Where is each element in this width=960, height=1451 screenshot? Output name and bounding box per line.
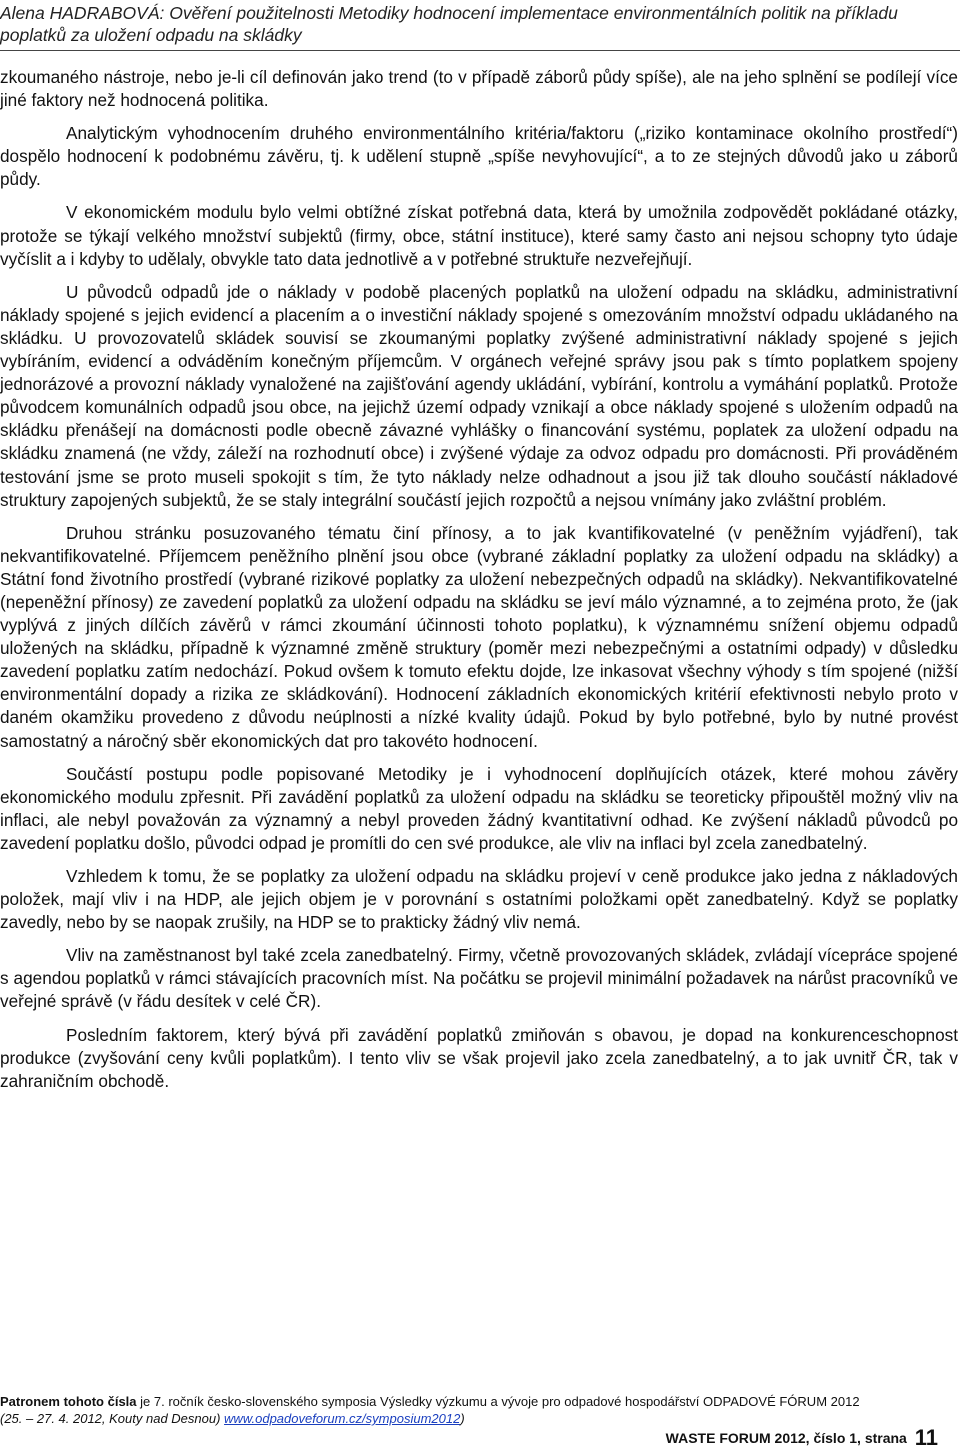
- journal-signature: [665, 1425, 938, 1450]
- footer-patron-label: Patronem tohoto čísla: [0, 1394, 137, 1409]
- article-body: [0, 66, 958, 1103]
- running-header-title: Alena HADRABOVÁ: Ověření použitelnosti Metodiky hodnocení implementace environmentálních politik na příkladu poplatků za uložení odpadu na skládky: [0, 3, 898, 45]
- paragraph-3: V ekonomickém modulu bylo velmi obtížné získat potřebná data, která by umožnila zodpovědět pokládané otázky, protože se týkají velkého množství subjektů (firmy, obce, státní instituce), které samy často ani nejsou schopny tyto údaje vyčíslit a i kdyby to udělaly, obvykle tato data jednotlivě a v potřebné struktuře nezveřejňují.: [0, 202, 958, 269]
- paragraph-2: Analytickým vyhodnocením druhého environmentálního kritéria/faktoru („riziko kontaminace okolního prostředí“) dospělo hodnocení k podobnému závěru, tj. k udělení stupně „spíše nevyhovující“, a to ze stejných důvodů jako u záborů půdy.: [0, 123, 958, 190]
- paragraph-6: Součástí postupu podle popisované Metodiky je i vyhodnocení doplňujících otázek, které mohou závěry ekonomického modulu zpřesnit. Při zavádění poplatků za uložení odpadu na skládku se teoreticky připouštěl možný vliv na inflaci, ale nebyl považován za významný a nebyl proveden žádný kvantitativní odhad. Ke zvýšení nákladů původců po zavedení poplatku došlo, původci odpad je promítli do cen své produkce, ale vliv na inflaci byl zcela zanedbatelný.: [0, 763, 958, 853]
- page-footer: [0, 1393, 960, 1450]
- footer-link-close: ): [460, 1411, 465, 1426]
- paragraph-8: Vliv na zaměstnanost byl také zcela zanedbatelný. Firmy, včetně provozovaných skládek, zvládají vícepráce spojené s agendou poplatků v rámci stávajících pracovních míst. Na počátku se projevil minimální požadavek na nárůst pracovníků ve veřejné správě (v řádu desítek v celé ČR).: [0, 945, 958, 1012]
- page-number: 11: [914, 1425, 938, 1450]
- header-divider: [0, 50, 960, 51]
- footer-dates-line: [0, 1410, 960, 1427]
- footer-patron-text: je 7. ročník česko-slovenského symposia Výsledky výzkumu a vývoje pro odpadové hospodářství ODPADOVÉ FÓRUM 2012: [136, 1394, 860, 1409]
- paragraph-9: Posledním faktorem, který bývá při zavádění poplatků zmiňován s obavou, je dopad na konkurenceschopnost produkce (zvyšování ceny kvůli poplatkům). I tento vliv se však projevil jako zcela zanedbatelný, a to jak uvnitř ČR, tak v zahraničním obchodě.: [0, 1024, 958, 1091]
- running-header: [0, 2, 940, 46]
- symposium-link[interactable]: www.odpadoveforum.cz/symposium2012: [224, 1411, 461, 1426]
- paragraph-7: Vzhledem k tomu, že se poplatky za uložení odpadu na skládku projeví v ceně produkce jako jedna z nákladových položek, mají vliv i na HDP, ale jejich objem je v porovnání s ostatními položkami opět zanedbatelný. Když se poplatky zavedly, nebo by se naopak zrušily, na HDP se to prakticky žádný vliv nemá.: [0, 866, 958, 933]
- paragraph-5: Druhou stránku posuzovaného tématu činí přínosy, a to jak kvantifikovatelné (v peněžním vyjádření), tak nekvantifikovatelné. Příjemcem peněžního plnění jsou obce (vybrané základní poplatky za uložení odpadu na skládky) a Státní fond životního prostředí (vybrané rizikové poplatky za uložení nebezpečných odpadů na skládky). Nekvantifikovatelné (nepeněžní přínosy) ze zavedení poplatků za uložení odpadu na skládku se jeví málo významné, a to zejména proto, že (jak vyplývá z jiných dílčích závěrů v rámci zkoumání účinnosti tohoto poplatku), k významnému snížení objemu odpadů uložených na skládku, případně k významné změně struktury (poměr mezi nebezpečnými a ostatními odpady) v důsledku zavedení poplatku zatím nedochází. Pokud ovšem k tomuto efektu dojde, lze inkasovat všechny výhody s tím spojené (nižší environmentální dopady a rizika ze skládkování). Hodnocení základních ekonomických kritérií efektivnosti nebylo proto v daném okamžiku provedeno z důvodu neúplnosti a nízké kvality údajů. Pokud by bylo potřebné, bylo by nutné provést samostatný a náročný sběr ekonomických dat pro takovéto hodnocení.: [0, 522, 958, 751]
- paragraph-1: zkoumaného nástroje, nebo je-li cíl definován jako trend (to v případě záborů půdy spíše), ale na jeho splnění se podílejí více jiné faktory než hodnocená politika.: [0, 67, 958, 111]
- footer-dates: (25. – 27. 4. 2012, Kouty nad Desnou): [0, 1411, 225, 1426]
- paragraph-4: U původců odpadů jde o náklady v podobě placených poplatků na uložení odpadu na skládku, administrativní náklady spojené s jejich evidencí a placením a o investiční náklady spojené s omezováním množství odpadu ukládaného na skládku. U provozovatelů skládek souvisí se zkoumanými poplatky zvýšené administrativní náklady spojené s jejich vybíráním, evidencí a odváděním konečným příjemcům. V orgánech veřejné správy jsou pak s tímto poplatkem spojeny jednorázové a provozní náklady vynaložené na zajišťování agendy ukládání, vybírání, kontrolu a vymáhání poplatků. Protože původcem komunálních odpadů jsou obce, na jejichž území odpady vznikají a obce náklady spojené s uložením odpadů na skládku přenášejí na domácnosti podle obecně závazné vyhlášky o financování systému, poplatek za uložení odpadu na skládku znamená (ne vždy, záleží na rozhodnutí obce) i zvýšené výdaje za odvoz odpadu pro domácnosti. Při prováděném testování jsme se proto museli spokojit s tím, že tyto náklady nelze odhadnout a jsou již tak dlouho součástí nákladové struktury zapojených subjektů, že se staly integrální součástí jejich rozpočtů a nejsou vnímány jako zvláštní problém.: [0, 281, 958, 510]
- journal-name: WASTE FORUM 2012, číslo 1, strana: [665, 1430, 907, 1446]
- footer-patron-line: [0, 1393, 960, 1410]
